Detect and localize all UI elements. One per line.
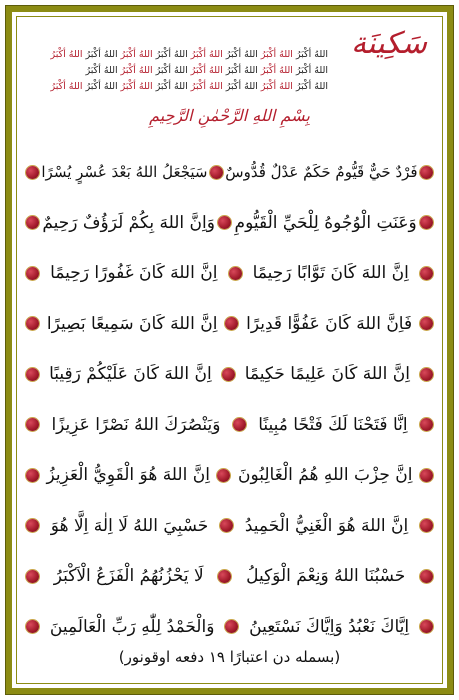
dhikr-text-right: اِنَّ اللهَ كَانَ عَلِيمًا حَكِيمًا xyxy=(244,364,410,384)
page-frame xyxy=(6,6,453,694)
dhikr-text-left: لَا يَحْزُنُهُمُ الْفَزَعُ الْاَكْبَرُ xyxy=(53,566,204,586)
rosette-icon xyxy=(26,570,39,583)
dhikr-text-left: اِنَّ اللهَ كَانَ غَفُورًا رَحِيمًا xyxy=(50,263,218,283)
dhikr-text-left: اِنَّ اللهَ هُوَ الْقَوِيُّ الْعَزِيزُ xyxy=(46,465,210,485)
rosette-icon xyxy=(26,267,39,280)
rosette-icon xyxy=(26,519,39,532)
dhikr-text-left: حَسْبِيَ اللهُ لَا اِلٰهَ اِلَّا هُوَ xyxy=(50,515,209,536)
takbir-line-3 xyxy=(38,80,328,94)
rosette-icon xyxy=(210,166,223,179)
dhikr-text-right: اِيَّاكَ نَعْبُدُ وَاِيَّاكَ نَسْتَعِينُ xyxy=(249,616,410,637)
rosette-icon xyxy=(26,216,39,229)
dhikr-text-left: وَالْحَمْدُ لِلّٰهِ رَبِّ الْعَالَمِينَ xyxy=(49,616,215,637)
takbir-word: اللهُ أكْبَرُ xyxy=(155,65,188,76)
takbir-word: اللهُ أكْبَرُ xyxy=(85,81,118,92)
dhikr-row xyxy=(26,453,433,497)
dhikr-text-left: وَاِنَّ اللهَ بِكُمْ لَرَؤُفٌ رَحِيمٌ xyxy=(42,212,215,233)
dhikr-row xyxy=(26,302,433,346)
rosette-icon xyxy=(26,418,39,431)
takbir-word: اللهُ أكْبَرُ xyxy=(295,81,328,92)
takbir-word: اللهُ أكْبَرُ xyxy=(120,65,153,76)
rosette-icon xyxy=(222,368,235,381)
takbir-word: اللهُ أكْبَرُ xyxy=(50,49,83,60)
takbir-word: اللهُ أكْبَرُ xyxy=(260,49,293,60)
basmala: بِسْمِ اللهِ الرَّحْمٰنِ الرَّحِيمِ xyxy=(149,106,310,125)
rosette-icon xyxy=(420,519,433,532)
rosette-icon xyxy=(420,469,433,482)
rosette-icon xyxy=(420,418,433,431)
takbir-word: اللهُ أكْبَرُ xyxy=(190,49,223,60)
dhikr-text-right: اِنَّ اللهَ هُوَ الْغَنِيُّ الْحَمِيدُ xyxy=(244,515,409,536)
takbir-word: اللهُ أكْبَرُ xyxy=(155,49,188,60)
takbir-word: اللهُ أكْبَرُ xyxy=(85,65,118,76)
rosette-icon xyxy=(217,469,230,482)
takbir-word: اللهُ أكْبَرُ xyxy=(190,65,223,76)
page-title: سَكِينَة xyxy=(351,26,427,61)
takbir-word: اللهُ أكْبَرُ xyxy=(295,65,328,76)
takbir-word: اللهُ أكْبَرُ xyxy=(190,81,223,92)
dhikr-text-right: اِنَّ حِزْبَ اللهِ هُمُ الْغَالِبُونَ xyxy=(237,465,413,485)
rosette-icon xyxy=(225,620,238,633)
takbir-word: اللهُ أكْبَرُ xyxy=(85,49,118,60)
rosette-icon xyxy=(420,166,433,179)
rosette-icon xyxy=(218,570,231,583)
dhikr-row xyxy=(26,605,433,649)
rosette-icon xyxy=(26,317,39,330)
takbir-word: اللهُ أكْبَرُ xyxy=(155,81,188,92)
dhikr-row xyxy=(26,352,433,396)
dhikr-text-right: فَرْدٌ حَيٌّ قَيُّومٌ حَكَمٌ عَدْلٌ قُدُّوسٌ xyxy=(225,163,418,181)
rosette-icon xyxy=(420,368,433,381)
rosette-icon xyxy=(420,317,433,330)
dhikr-row xyxy=(26,251,433,295)
takbir-word: اللهُ أكْبَرُ xyxy=(120,81,153,92)
takbir-word: اللهُ أكْبَرُ xyxy=(260,65,293,76)
rosette-icon xyxy=(218,216,231,229)
rosette-icon xyxy=(420,216,433,229)
takbir-word: اللهُ أكْبَرُ xyxy=(120,49,153,60)
rosette-icon xyxy=(26,620,39,633)
rosette-icon xyxy=(229,267,242,280)
dhikr-row xyxy=(26,201,433,245)
takbir-word: اللهُ أكْبَرُ xyxy=(260,81,293,92)
rosette-icon xyxy=(225,317,238,330)
rosette-icon xyxy=(26,469,39,482)
rosette-icon xyxy=(26,166,39,179)
dhikr-text-right: حَسْبُنَا اللهُ وَنِعْمَ الْوَكِيلُ xyxy=(246,566,406,586)
takbir-word: اللهُ أكْبَرُ xyxy=(225,65,258,76)
dhikr-row xyxy=(26,150,433,194)
dhikr-text-left: اِنَّ اللهَ كَانَ سَمِيعًا بَصِيرًا xyxy=(46,313,218,334)
header xyxy=(12,12,447,148)
dhikr-text-right: وَعَنَتِ الْوُجُوهُ لِلْحَيِّ الْقَيُّومِ xyxy=(234,212,417,233)
dhikr-text-right: اِنَّا فَتَحْنَا لَكَ فَتْحًا مُبِينًا xyxy=(258,414,408,435)
dhikr-text-right: اِنَّ اللهَ كَانَ تَوَّابًا رَحِيمًا xyxy=(252,263,409,283)
takbir-word: اللهُ أكْبَرُ xyxy=(225,81,258,92)
dhikr-row xyxy=(26,554,433,598)
rosette-icon xyxy=(420,570,433,583)
takbir-word: اللهُ أكْبَرُ xyxy=(225,49,258,60)
takbir-line-1 xyxy=(38,48,328,62)
rosette-icon xyxy=(233,418,246,431)
rosette-icon xyxy=(420,620,433,633)
dhikr-text-left: اِنَّ اللهَ كَانَ عَلَيْكُمْ رَقِيبًا xyxy=(49,364,212,384)
dhikr-text-left: وَيَنْصُرَكَ اللهُ نَصْرًا عَزِيزًا xyxy=(51,414,221,435)
rosette-icon xyxy=(26,368,39,381)
dhikr-row xyxy=(26,504,433,548)
takbir-word: اللهُ أكْبَرُ xyxy=(50,81,83,92)
dhikr-text-left: سَيَجْعَلُ اللهُ بَعْدَ عُسْرٍ يُسْرًا xyxy=(41,163,208,181)
rosette-icon xyxy=(420,267,433,280)
footer-note: (بسمله دن اعتبارًا ١٩ دفعه اوقونور) xyxy=(118,648,341,666)
rosette-icon xyxy=(220,519,233,532)
dhikr-text-right: فَاِنَّ اللهَ كَانَ عَفُوًّا قَدِيرًا xyxy=(246,313,413,334)
takbir-word: اللهُ أكْبَرُ xyxy=(295,49,328,60)
dhikr-row xyxy=(26,403,433,447)
takbir-line-2 xyxy=(56,64,328,78)
